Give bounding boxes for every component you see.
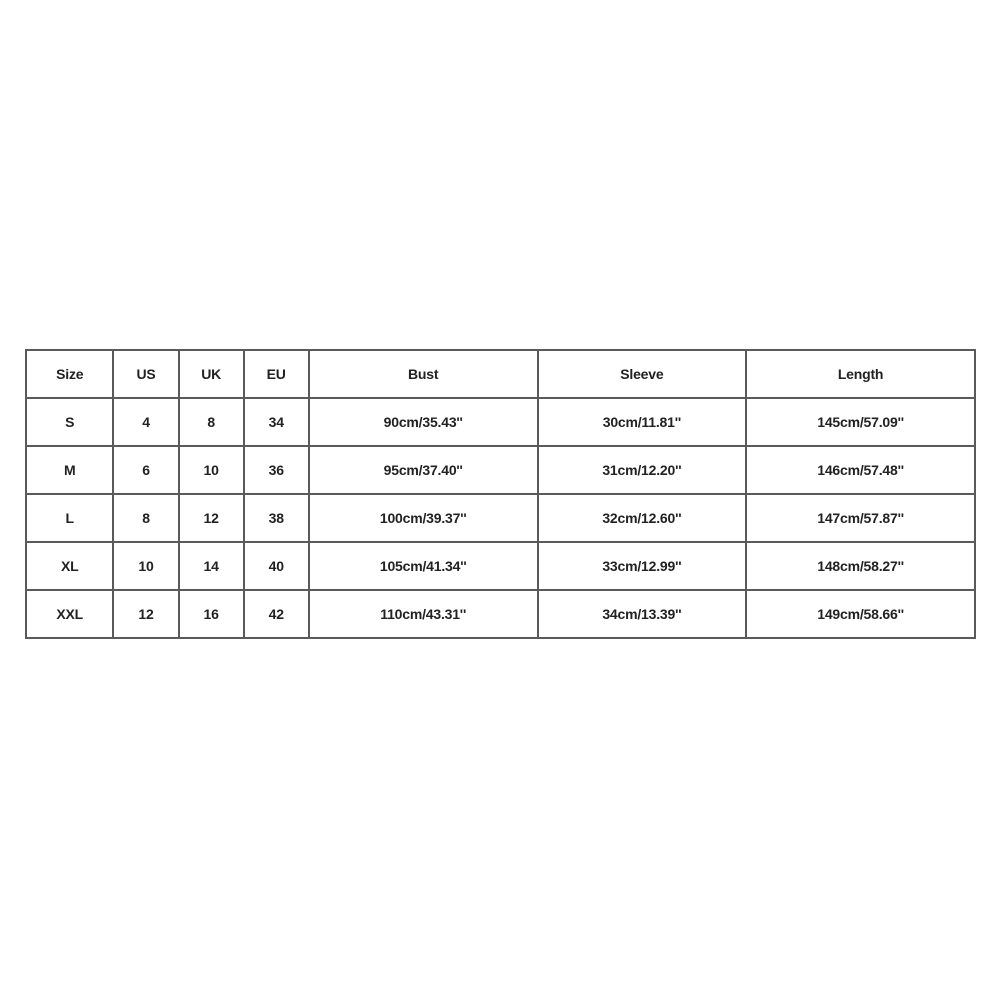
table-row — [26, 398, 975, 446]
cell-uk: 10 — [179, 446, 244, 494]
cell-bust: 110cm/43.31'' — [309, 590, 538, 638]
cell-uk: 8 — [179, 398, 244, 446]
size-chart-table — [25, 349, 976, 639]
cell-eu: 42 — [244, 590, 309, 638]
header-bust: Bust — [309, 350, 538, 398]
cell-uk: 14 — [179, 542, 244, 590]
cell-length: 149cm/58.66'' — [746, 590, 975, 638]
cell-bust: 105cm/41.34'' — [309, 542, 538, 590]
cell-eu: 38 — [244, 494, 309, 542]
header-us: US — [113, 350, 178, 398]
cell-length: 148cm/58.27'' — [746, 542, 975, 590]
cell-sleeve: 31cm/12.20'' — [538, 446, 747, 494]
cell-size: S — [26, 398, 113, 446]
cell-us: 12 — [113, 590, 178, 638]
table-row — [26, 590, 975, 638]
cell-us: 10 — [113, 542, 178, 590]
cell-us: 8 — [113, 494, 178, 542]
cell-uk: 16 — [179, 590, 244, 638]
cell-sleeve: 32cm/12.60'' — [538, 494, 747, 542]
cell-size: M — [26, 446, 113, 494]
cell-sleeve: 30cm/11.81'' — [538, 398, 747, 446]
cell-size: XL — [26, 542, 113, 590]
cell-size: L — [26, 494, 113, 542]
cell-sleeve: 33cm/12.99'' — [538, 542, 747, 590]
cell-length: 145cm/57.09'' — [746, 398, 975, 446]
cell-sleeve: 34cm/13.39'' — [538, 590, 747, 638]
cell-eu: 36 — [244, 446, 309, 494]
header-eu: EU — [244, 350, 309, 398]
cell-us: 4 — [113, 398, 178, 446]
cell-bust: 95cm/37.40'' — [309, 446, 538, 494]
table-row — [26, 542, 975, 590]
table-row — [26, 494, 975, 542]
cell-uk: 12 — [179, 494, 244, 542]
table-row — [26, 446, 975, 494]
header-size: Size — [26, 350, 113, 398]
cell-bust: 100cm/39.37'' — [309, 494, 538, 542]
cell-eu: 40 — [244, 542, 309, 590]
header-uk: UK — [179, 350, 244, 398]
cell-eu: 34 — [244, 398, 309, 446]
cell-size: XXL — [26, 590, 113, 638]
cell-bust: 90cm/35.43'' — [309, 398, 538, 446]
header-sleeve: Sleeve — [538, 350, 747, 398]
cell-length: 146cm/57.48'' — [746, 446, 975, 494]
header-length: Length — [746, 350, 975, 398]
cell-us: 6 — [113, 446, 178, 494]
header-row — [26, 350, 975, 398]
cell-length: 147cm/57.87'' — [746, 494, 975, 542]
